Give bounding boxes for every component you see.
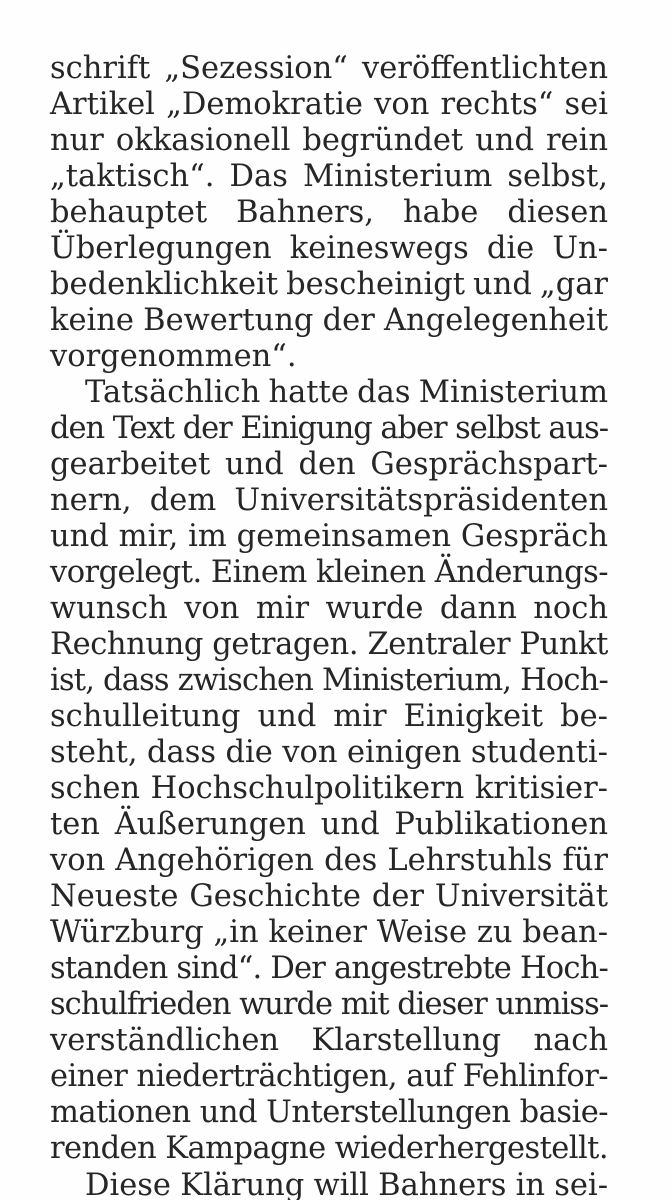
text-line: mationen und Unterstellungen basie- xyxy=(50,1095,608,1130)
text-line: den Text der Einigung aber selbst aus- xyxy=(50,411,608,446)
text-line: keine Bewertung der Angelegenheit xyxy=(50,303,608,338)
text-line: ten Äußerungen und Publikationen xyxy=(50,807,608,842)
text-line: vorgelegt. Einem kleinen Änderungs- xyxy=(50,555,608,590)
text-line: nur okkasionell begründet und rein xyxy=(50,123,608,158)
text-line: schen Hochschulpolitikern kritisier- xyxy=(50,771,608,806)
text-line: schulleitung und mir Einigkeit be- xyxy=(50,699,608,734)
text-line: wunsch von mir wurde dann noch xyxy=(50,591,608,626)
text-line: schulfrieden wurde mit dieser unmiss- xyxy=(50,987,608,1022)
text-line: Artikel „Demokratie von rechts“ sei xyxy=(50,87,608,122)
text-line: steht, dass die von einigen studenti- xyxy=(50,735,608,770)
text-line: von Angehörigen des Lehrstuhls für xyxy=(50,843,608,878)
text-line: gearbeitet und den Gesprächspart- xyxy=(50,447,608,482)
paragraph-last-line: vorgenommen“. xyxy=(50,339,297,374)
text-line: „taktisch“. Das Ministerium selbst, xyxy=(50,159,608,194)
text-line: Würzburg „in keiner Weise zu bean- xyxy=(50,915,608,950)
paragraph-last-line: renden Kampagne wiederhergestellt. xyxy=(50,1131,608,1166)
text-line: und mir, im gemeinsamen Gespräch xyxy=(50,519,608,554)
text-line: behauptet Bahners, habe diesen xyxy=(50,195,608,230)
text-line: nern, dem Universitätspräsidenten xyxy=(50,483,608,518)
text-line: bedenklichkeit bescheinigt und „gar xyxy=(50,267,608,302)
text-line: verständlichen Klarstellung nach xyxy=(50,1023,608,1058)
text-line: standen sind“. Der angestrebte Hoch- xyxy=(50,951,608,986)
text-line: Überlegungen keineswegs die Un- xyxy=(50,231,608,266)
paragraph-first-line: Diese Klärung will Bahners in sei- xyxy=(85,1168,608,1200)
text-line: ist, dass zwischen Ministerium, Hoch- xyxy=(50,663,609,698)
text-line: schrift „Sezession“ veröffentlichten xyxy=(50,51,608,86)
text-line: einer niederträchtigen, auf Fehlinfor- xyxy=(50,1059,608,1094)
text-line: Rechnung getragen. Zentraler Punkt xyxy=(50,627,608,662)
paragraph-first-line: Tatsächlich hatte das Ministerium xyxy=(85,375,608,410)
text-line: Neueste Geschichte der Universität xyxy=(50,879,608,914)
